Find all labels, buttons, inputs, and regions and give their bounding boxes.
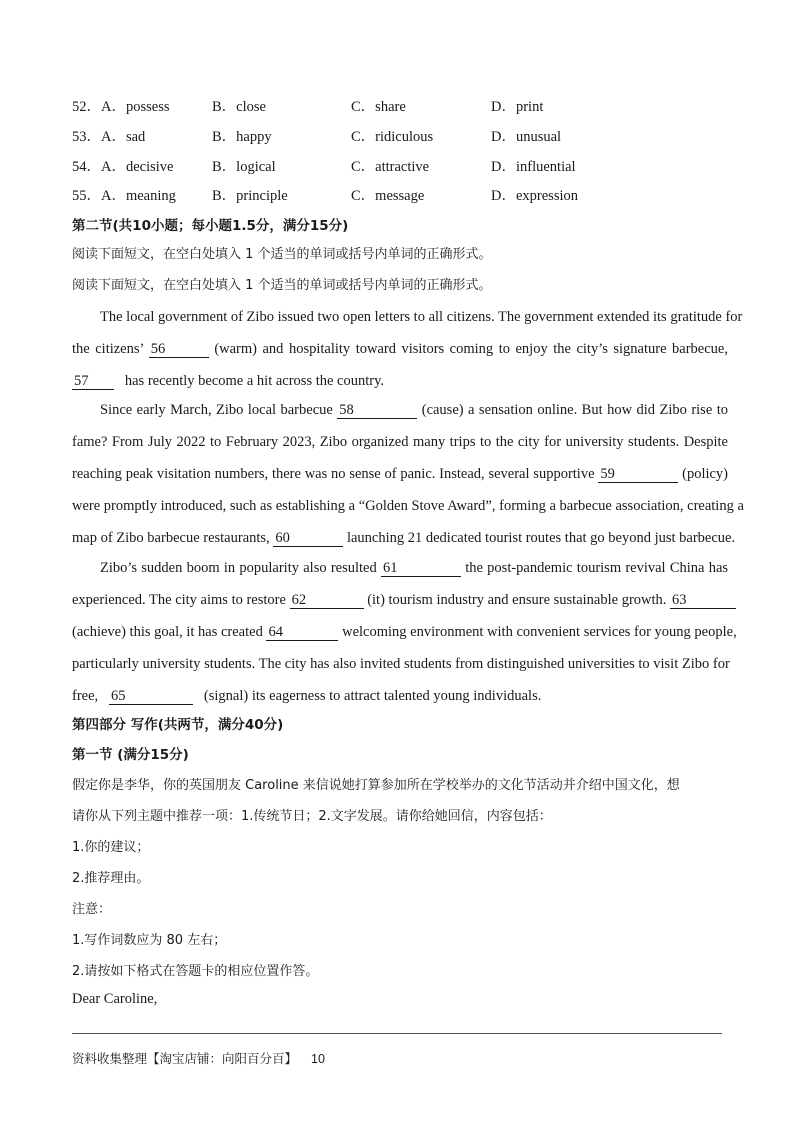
requirement-line: 1.你的建议； bbox=[72, 840, 150, 855]
footer-divider bbox=[72, 1033, 722, 1034]
prompt-line: 请你从下列主题中推荐一项：1.传统节日；2.文字发展。请你给她回信，内容包括： bbox=[72, 809, 552, 824]
requirement-line: 2.推荐理由。 bbox=[72, 871, 150, 886]
passage-line bbox=[100, 557, 728, 579]
passage-text: launching 21 dedicated tourist routes that go beyond just barbecue. bbox=[346, 530, 736, 546]
footer bbox=[72, 1050, 325, 1068]
passage-line bbox=[72, 431, 728, 453]
prompt-line: 假定你是李华，你的英国朋友 Caroline 来信说她打算参加所在学校举办的文化节活动并介绍中国文化，想 bbox=[72, 778, 680, 793]
passage-text: the citizens’ bbox=[72, 341, 144, 357]
passage-text: has recently become a hit across the country. bbox=[124, 373, 385, 389]
blank-60[interactable]: 60 bbox=[273, 530, 343, 547]
passage-text: particularly university students. The city has also invited students from distinguished universities to visit Zibo for bbox=[72, 656, 730, 672]
option-b: B．close bbox=[212, 99, 266, 115]
option-c: C．ridiculous bbox=[351, 129, 434, 145]
blank-63[interactable]: 63 bbox=[670, 592, 736, 609]
option-c: C．message bbox=[351, 188, 425, 204]
passage-line bbox=[72, 685, 728, 707]
passage-text: reaching peak visitation numbers, there was no sense of panic. Instead, several supportive bbox=[72, 466, 595, 482]
blank-61[interactable]: 61 bbox=[381, 560, 461, 577]
note-line: 2.请按如下格式在答题卡的相应位置作答。 bbox=[72, 964, 319, 979]
blank-58[interactable]: 58 bbox=[337, 402, 417, 419]
blank-65[interactable]: 65 bbox=[109, 688, 193, 705]
passage-text: the post-pandemic tourism revival China has bbox=[465, 560, 729, 576]
blank-57[interactable]: 57 bbox=[72, 373, 114, 390]
passage-line bbox=[72, 653, 728, 675]
passage-text: Since early March, Zibo local barbecue bbox=[100, 402, 333, 418]
passage-line bbox=[72, 621, 737, 643]
passage-text: map of Zibo barbecue restaurants, bbox=[72, 530, 270, 546]
passage-line bbox=[72, 370, 728, 392]
passage-text: The local government of Zibo issued two open letters to all citizens. The government extended its gratitude for bbox=[100, 309, 743, 325]
part4-subheading: 第一节 (满分15分) bbox=[72, 747, 189, 763]
passage-text: (achieve) this goal, it has created bbox=[72, 624, 263, 640]
option-a: 52．A．possess bbox=[72, 99, 170, 115]
option-d: D．print bbox=[491, 99, 544, 115]
option-c: C．share bbox=[351, 99, 406, 115]
option-d: D．influential bbox=[491, 159, 576, 175]
passage-text: were promptly introduced, such as establishing a “Golden Stove Award”, forming a barbecue association, creating a bbox=[72, 498, 744, 514]
instruction-line: 阅读下面短文，在空白处填入 1 个适当的单词或括号内单词的正确形式。 bbox=[72, 278, 492, 293]
passage-text: (cause) a sensation online. But how did Zibo rise to bbox=[421, 402, 728, 418]
section-heading: 第二节(共10小题；每小题1.5分，满分15分) bbox=[72, 218, 349, 234]
blank-64[interactable]: 64 bbox=[266, 624, 338, 641]
option-d: D．unusual bbox=[491, 129, 562, 145]
passage-text: (signal) its eagerness to attract talented young individuals. bbox=[203, 688, 542, 704]
passage-text: (warm) and hospitality toward visitors coming to enjoy the city’s signature barbecue, bbox=[214, 341, 728, 357]
passage-text: experienced. The city aims to restore bbox=[72, 592, 286, 608]
instruction-line: 阅读下面短文，在空白处填入 1 个适当的单词或括号内单词的正确形式。 bbox=[72, 247, 492, 262]
option-a: 54．A．decisive bbox=[72, 159, 174, 175]
passage-text: welcoming environment with convenient services for young people, bbox=[342, 624, 737, 640]
passage-text: free, bbox=[72, 688, 99, 704]
passage-line bbox=[72, 338, 728, 360]
option-d: D．expression bbox=[491, 188, 578, 204]
option-a: 53．A．sad bbox=[72, 129, 146, 145]
option-a: 55．A．meaning bbox=[72, 188, 176, 204]
passage-text: (it) tourism industry and ensure sustainable growth. bbox=[367, 592, 667, 608]
option-b: B．logical bbox=[212, 159, 276, 175]
option-c: C．attractive bbox=[351, 159, 430, 175]
option-b: B．principle bbox=[212, 188, 288, 204]
passage-text: (policy) bbox=[682, 466, 729, 482]
footer-source: 资料收集整理【淘宝店铺：向阳百分百】 bbox=[72, 1051, 298, 1066]
passage-line bbox=[100, 399, 728, 421]
salutation: Dear Caroline, bbox=[72, 991, 158, 1007]
passage-line bbox=[72, 527, 736, 549]
note-label: 注意： bbox=[72, 902, 112, 917]
note-line: 1.写作词数应为 80 左右； bbox=[72, 933, 227, 948]
passage-line bbox=[100, 306, 743, 328]
blank-62[interactable]: 62 bbox=[290, 592, 364, 609]
passage-text: Zibo’s sudden boom in popularity also resulted bbox=[100, 560, 377, 576]
passage-line bbox=[72, 495, 744, 517]
page-number: 10 bbox=[311, 1052, 325, 1066]
passage-line bbox=[72, 589, 728, 611]
option-b: B．happy bbox=[212, 129, 272, 145]
passage-line bbox=[72, 463, 728, 485]
blank-59[interactable]: 59 bbox=[598, 466, 678, 483]
blank-56[interactable]: 56 bbox=[149, 341, 209, 358]
passage-text: fame? From July 2022 to February 2023, Zibo organized many trips to the city for university students. Despite bbox=[72, 434, 728, 450]
part4-heading: 第四部分 写作(共两节，满分40分) bbox=[72, 717, 284, 733]
